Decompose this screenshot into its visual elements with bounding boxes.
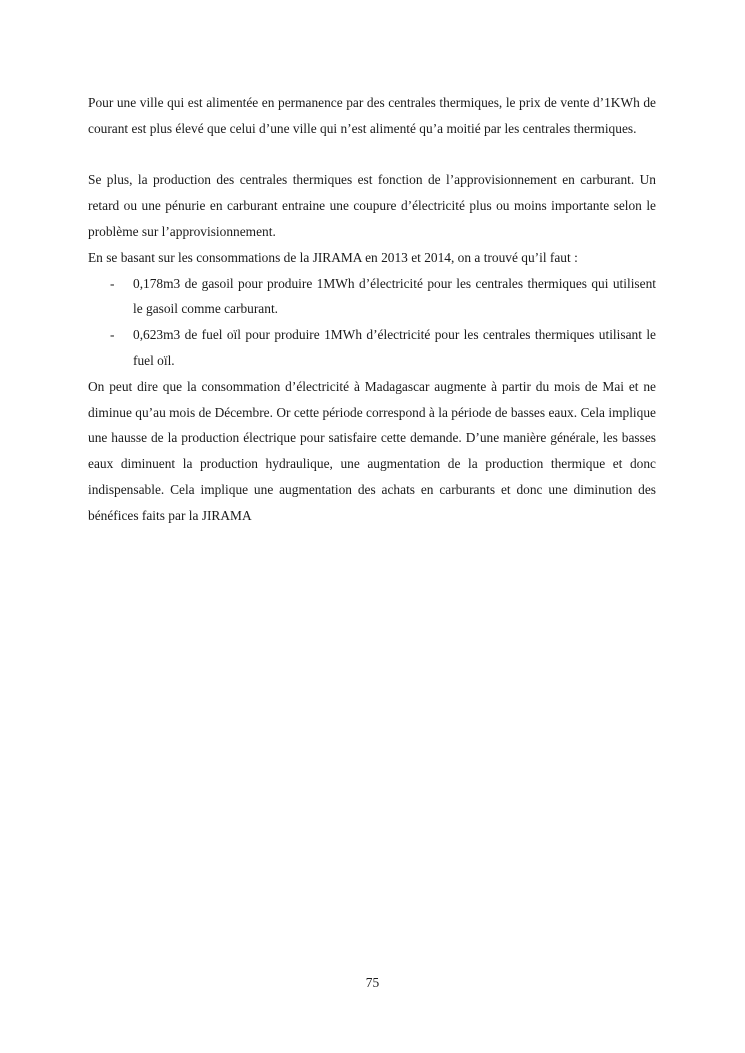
list-item-text: 0,178m3 de gasoil pour produire 1MWh d’électricité pour les centrales thermiques qui utilisent le gasoil comme carburant.: [133, 275, 656, 317]
paragraph-spacer: [88, 142, 656, 168]
paragraph-conclusion: On peut dire que la consommation d’électricité à Madagascar augmente à partir du mois de Mai et ne diminue qu’au mois de Décembre. Or cette période correspond à la période de basses eaux. Cela implique une hausse de la production électrique pour satisfaire cette demande. D’une manière générale, les basses eaux diminuent la production hydraulique, une augmentation de la production thermique et donc indispensable. Cela implique une augmentation des achats en carburants et donc une diminution des bénéfices faits par la JIRAMA: [88, 378, 656, 523]
dash-bullet: -: [110, 327, 115, 343]
list-item-text: 0,623m3 de fuel oïl pour produire 1MWh d’électricité pour les centrales thermiques utilisant le fuel oïl.: [133, 327, 656, 368]
paragraph-price: Pour une ville qui est alimentée en permanence par des centrales thermiques, le prix de vente d’1KWh de courant est plus élevé que celui d’une ville qui n’est alimenté qu’a moitié par les centrales thermiques.: [88, 95, 656, 136]
list-item: [88, 271, 656, 323]
list-item: [88, 322, 656, 374]
document-body: [88, 90, 656, 529]
dash-bullet: -: [110, 275, 115, 291]
consumption-list: [88, 271, 656, 374]
page-number: 75: [365, 975, 380, 990]
paragraph-consumption-intro: En se basant sur les consommations de la JIRAMA en 2013 et 2014, on a trouvé qu’il faut :: [88, 249, 578, 265]
paragraph-supply: Se plus, la production des centrales thermiques est fonction de l’approvisionnement en carburant. Un retard ou une pénurie en carburant entraine une coupure d’électricité plus ou moins importante selon le problème sur l’approvisionnement.: [88, 172, 656, 239]
